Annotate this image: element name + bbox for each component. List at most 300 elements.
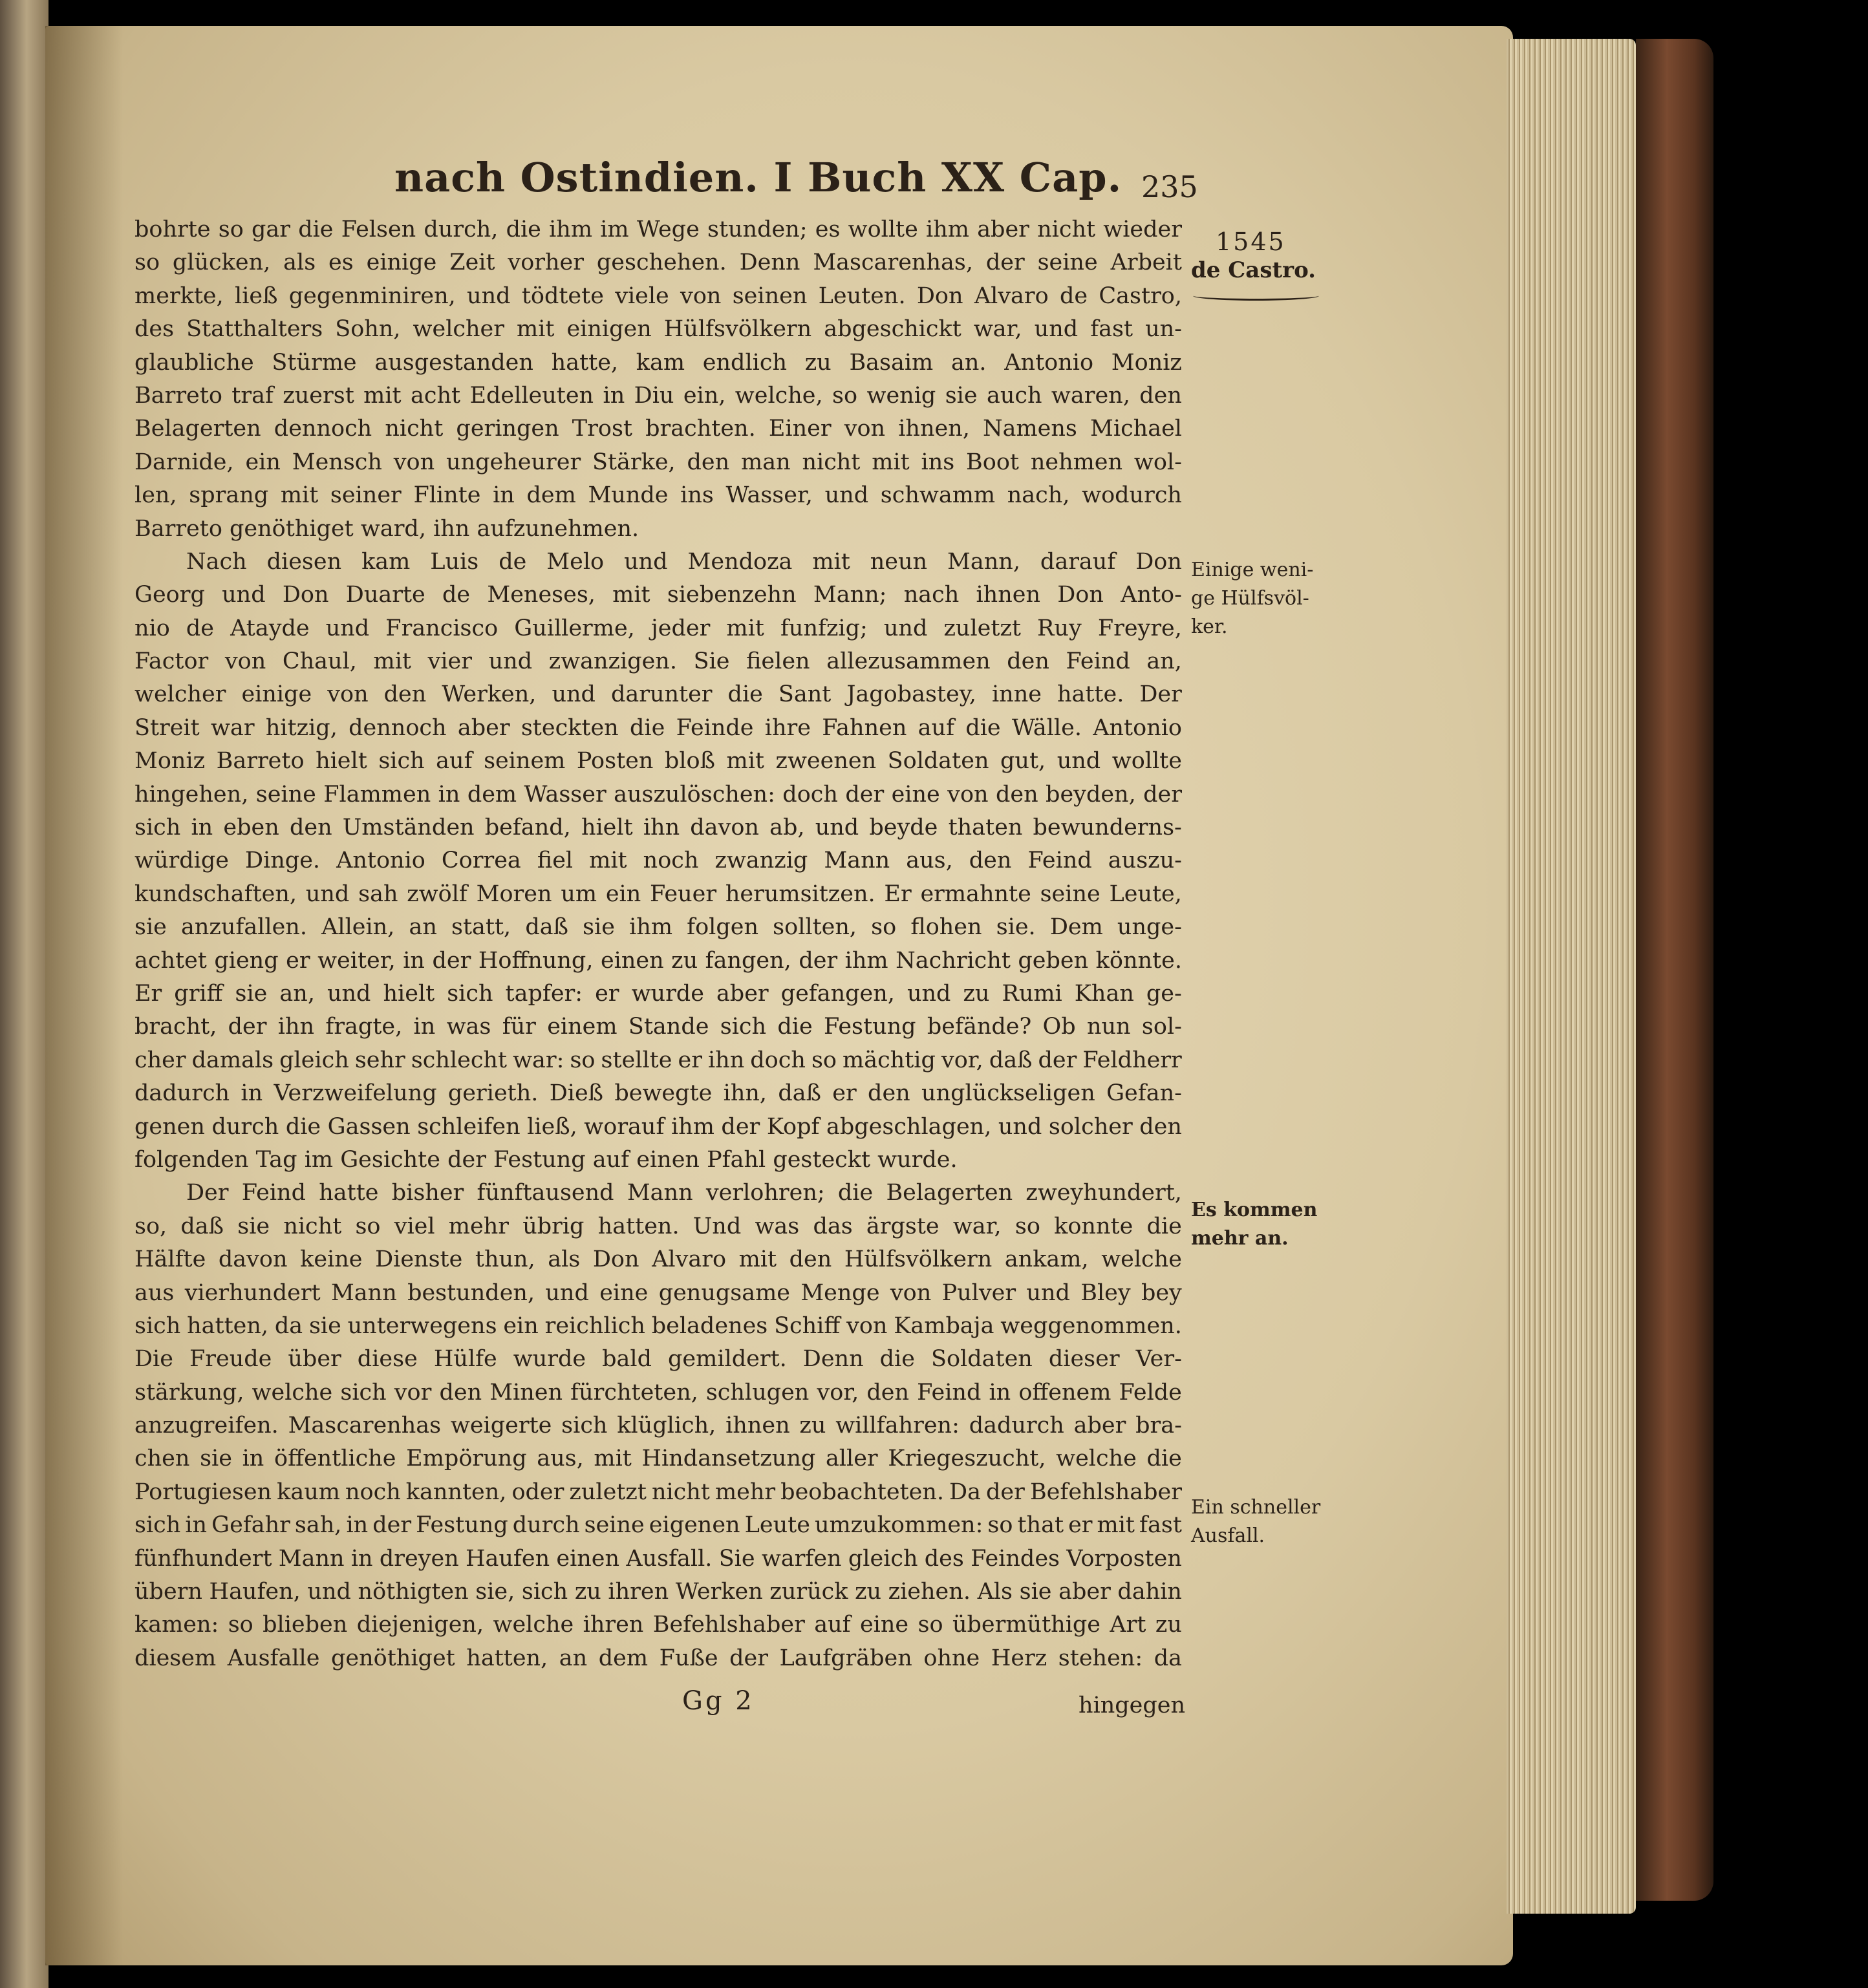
word: seinen — [732, 283, 808, 309]
word: ihren — [583, 1612, 644, 1638]
word: sich — [134, 1312, 181, 1339]
word: sie — [308, 1312, 341, 1339]
word: sie — [237, 1213, 270, 1239]
word: wollte — [1111, 748, 1182, 775]
word: sie — [235, 980, 268, 1007]
word: ihn — [707, 1047, 745, 1073]
book-cover — [1636, 39, 1713, 1901]
word: diesem — [134, 1645, 217, 1671]
body-line — [134, 878, 1182, 911]
word: den — [289, 815, 332, 841]
word: keine — [300, 1246, 363, 1273]
word: darauf — [1040, 548, 1116, 575]
word: sich — [134, 1512, 181, 1539]
word: ihm — [629, 914, 673, 941]
left-page-edge — [0, 0, 48, 1988]
word: stunden; — [707, 217, 808, 242]
word: zu — [574, 1579, 601, 1605]
body-line — [134, 1509, 1182, 1542]
word: Verzweifelung — [274, 1080, 437, 1107]
word: die — [837, 1180, 874, 1206]
body-line — [134, 645, 1182, 678]
word: den — [383, 681, 427, 708]
word: Duarte — [345, 582, 425, 608]
body-line — [134, 479, 1182, 512]
word: Hälfte — [134, 1246, 206, 1273]
word: Nachricht — [896, 947, 1011, 974]
page-number: 235 — [1141, 169, 1198, 204]
word: was — [755, 1213, 800, 1239]
word: weiter, — [317, 947, 396, 974]
word: Die — [134, 1346, 173, 1373]
word: und — [545, 1279, 589, 1306]
word: mit — [872, 449, 910, 475]
word: kundschaften, — [134, 881, 297, 907]
body-line — [134, 1243, 1182, 1276]
word: die — [965, 714, 1001, 741]
word: Kriegeszucht, — [888, 1446, 1046, 1472]
word: des — [134, 316, 175, 343]
word: nun — [1086, 1014, 1131, 1040]
word: wenig — [866, 382, 936, 409]
word: an — [559, 1645, 588, 1671]
word: ihnen — [976, 582, 1041, 608]
word: einen — [600, 947, 664, 974]
word: Hülfsvölkern — [844, 1246, 993, 1273]
word: diese — [357, 1346, 418, 1373]
word: glaubliche — [134, 349, 254, 376]
body-line — [134, 1343, 1182, 1376]
word: de — [186, 615, 215, 641]
running-head: nach Ostindien. I Buch XX Cap. — [394, 154, 1122, 201]
word: Mann — [627, 1180, 693, 1206]
word: de — [1060, 283, 1088, 309]
word: nach, — [1007, 482, 1070, 509]
word: Art — [1110, 1612, 1146, 1638]
word: nöthigten — [358, 1579, 469, 1605]
word: Schiff — [774, 1312, 841, 1339]
word: Alvaro — [974, 283, 1049, 309]
word: abgeschickt — [824, 316, 961, 343]
word: seine — [1040, 881, 1100, 907]
word: hingehen, — [134, 781, 249, 807]
word: den — [868, 1080, 910, 1107]
word: traf — [231, 382, 274, 409]
margin-note-1-line: Einige weni- — [1191, 559, 1314, 581]
word: doch — [782, 781, 838, 807]
word: endlich — [702, 349, 787, 376]
word: Gassen — [327, 1113, 411, 1140]
word: Herz — [991, 1645, 1047, 1671]
word: Diu — [634, 382, 674, 409]
word: ohne — [923, 1645, 980, 1671]
word: beladenes — [651, 1312, 768, 1339]
word: sehr — [354, 1047, 405, 1073]
word: gut, — [1000, 748, 1046, 775]
word: Sie — [693, 648, 730, 675]
word: war — [211, 714, 255, 741]
word: Khan — [1074, 980, 1134, 1007]
word: Mann — [278, 1545, 345, 1572]
word: Festung — [823, 1014, 916, 1040]
word: war, — [952, 1213, 1002, 1239]
body-line — [134, 1576, 1182, 1609]
word: eine — [859, 1612, 909, 1638]
word: sie — [200, 1446, 232, 1472]
word: Edelleuten — [469, 382, 594, 409]
word: Don — [1135, 548, 1182, 575]
word: dadurch — [134, 1080, 230, 1107]
word: sie, — [475, 1579, 515, 1605]
word: in — [413, 1014, 436, 1040]
word: kannten, — [405, 1479, 507, 1505]
word: fangen, — [705, 947, 791, 974]
word: Fahnen — [822, 714, 907, 741]
word: welche — [493, 1612, 574, 1638]
body-line — [134, 412, 1182, 445]
word: mit — [612, 582, 650, 608]
body-line — [134, 1409, 1182, 1442]
word: so — [1015, 1213, 1040, 1239]
word: Denn — [739, 250, 800, 276]
word: dahin — [1117, 1579, 1182, 1605]
word: einem — [547, 1014, 617, 1040]
word: ihn, — [723, 1080, 768, 1107]
word: Feind — [917, 1379, 982, 1405]
word: Darnide, — [134, 449, 234, 475]
word: hielt — [383, 980, 435, 1007]
word: dem — [467, 781, 517, 807]
word: wollte — [848, 217, 918, 242]
word: Don — [282, 582, 329, 608]
word: mehr — [448, 1213, 509, 1239]
word: Vorposten — [1066, 1545, 1182, 1572]
word: Und — [692, 1213, 742, 1239]
word: der — [985, 250, 1025, 276]
word: zu — [855, 1579, 882, 1605]
word: zweyhundert, — [1025, 1180, 1182, 1206]
body-line — [134, 844, 1182, 877]
word: von — [846, 1312, 888, 1339]
word: hatte. — [1057, 681, 1124, 708]
word: Zeit — [449, 250, 495, 276]
word: Felde — [1119, 1379, 1182, 1405]
word: mit — [738, 1246, 777, 1273]
word: Barreto — [216, 748, 305, 775]
word: Ausfalle — [227, 1645, 320, 1671]
word: befände? — [927, 1014, 1032, 1040]
word: Pulver — [941, 1279, 1016, 1306]
word: im — [600, 217, 629, 242]
margin-year: 1545 — [1216, 228, 1286, 256]
word: Antonio — [1004, 349, 1094, 376]
word: Mensch — [292, 449, 382, 475]
word: worauf — [584, 1113, 665, 1140]
word: aber — [1058, 1579, 1111, 1605]
word: vor, — [941, 1047, 983, 1073]
word: Der — [186, 1180, 229, 1206]
body-line: Barreto genöthiget ward, ihn aufzunehmen. — [134, 515, 639, 542]
word: seine — [1037, 250, 1098, 276]
body-line — [134, 612, 1182, 645]
word: geben — [1018, 947, 1089, 974]
word: in — [350, 1545, 373, 1572]
word: darunter — [610, 681, 713, 708]
word: Er — [134, 980, 162, 1007]
word: auf — [436, 748, 473, 775]
word: von — [680, 283, 722, 309]
word: einige — [241, 681, 312, 708]
word: Ob — [1042, 1014, 1076, 1040]
word: Sie — [718, 1545, 755, 1572]
margin-note-2-line: Es kommen — [1191, 1199, 1318, 1221]
word: der — [228, 1014, 267, 1040]
word: Wasser, — [725, 482, 813, 509]
word: acht — [411, 382, 461, 409]
word: über — [288, 1346, 341, 1373]
word: tödtete — [521, 283, 604, 309]
body-line — [134, 1277, 1182, 1310]
word: Guillerme, — [514, 615, 635, 641]
word: sich — [720, 1014, 767, 1040]
word: Soldaten — [930, 1346, 1033, 1373]
word: auszulöschen: — [614, 781, 775, 807]
word: kam — [636, 349, 685, 376]
word: den — [687, 449, 730, 475]
word: den — [995, 781, 1038, 807]
word: ab, — [769, 815, 805, 841]
word: der — [1038, 1047, 1077, 1073]
word: vier — [427, 648, 473, 675]
body-line — [134, 1609, 1182, 1641]
word: vor, — [817, 1379, 859, 1405]
word: und — [815, 815, 859, 841]
word: den — [789, 1246, 832, 1273]
word: stellte — [601, 1047, 672, 1073]
word: durch — [512, 1512, 580, 1539]
word: den — [1007, 648, 1049, 675]
word: chen — [134, 1446, 190, 1472]
word: und — [624, 548, 668, 575]
word: Freude — [189, 1346, 272, 1373]
word: und — [325, 615, 370, 641]
word: daß — [989, 1047, 1033, 1073]
word: der — [372, 1512, 412, 1539]
word: Gefahr — [211, 1512, 290, 1539]
word: funfzig; — [780, 615, 868, 641]
word: die — [879, 1346, 915, 1373]
word: Don — [592, 1246, 639, 1273]
word: seine — [255, 781, 316, 807]
word: Streit — [134, 714, 200, 741]
word: herumsitzen. — [725, 881, 875, 907]
word: er — [1068, 1512, 1093, 1539]
word: ein — [503, 1312, 539, 1339]
word: würdige — [134, 848, 229, 874]
word: den — [1139, 382, 1182, 409]
word: bra- — [1135, 1413, 1182, 1439]
word: die — [777, 1014, 813, 1040]
word: Mann — [824, 848, 890, 874]
word: Boot — [966, 449, 1019, 475]
word: stehen: — [1058, 1645, 1143, 1671]
word: sich — [561, 1413, 608, 1439]
word: ge- — [1146, 980, 1182, 1007]
margin-note-2-line: mehr an. — [1191, 1227, 1289, 1250]
word: eine — [599, 1279, 649, 1306]
word: in — [191, 815, 213, 841]
word: für — [502, 1014, 536, 1040]
body-line — [134, 778, 1182, 811]
body-line — [134, 1442, 1182, 1475]
word: zuerst — [283, 382, 354, 409]
word: und — [883, 615, 928, 641]
word: als — [283, 250, 316, 276]
word: sah, — [294, 1512, 342, 1539]
word: Gefan- — [1106, 1080, 1182, 1107]
word: Einer — [768, 416, 832, 442]
word: Jagobastey, — [846, 681, 976, 708]
word: unge- — [1117, 914, 1182, 941]
word: gleich — [848, 1545, 918, 1572]
word: Dinge. — [245, 848, 321, 874]
word: bracht, — [134, 1014, 217, 1040]
word: beyde — [869, 815, 938, 841]
word: es — [328, 250, 354, 276]
word: Minen — [489, 1379, 563, 1405]
word: war, — [973, 316, 1022, 343]
word: sich — [378, 748, 425, 775]
word: hatte, — [551, 349, 619, 376]
word: oder — [511, 1479, 564, 1505]
word: bestunden, — [407, 1279, 535, 1306]
word: seinem — [484, 748, 566, 775]
word: genen — [134, 1113, 205, 1140]
word: ihn — [277, 1014, 315, 1040]
word: fürchteten, — [570, 1379, 698, 1405]
word: ziehen. — [888, 1579, 971, 1605]
word: nehmen — [1030, 449, 1123, 475]
word: gegenminiren, — [288, 283, 456, 309]
word: ihn — [643, 815, 680, 841]
word: übermüthige — [952, 1612, 1101, 1638]
word: und — [305, 881, 350, 907]
word: Statthalters — [186, 316, 323, 343]
word: sich — [340, 1379, 387, 1405]
word: bewunderns- — [1033, 815, 1182, 841]
word: und — [552, 681, 596, 708]
word: thaten — [948, 815, 1023, 841]
word: gemildert. — [668, 1346, 787, 1373]
word: sie — [583, 914, 615, 941]
word: Trost — [572, 416, 632, 442]
word: und — [488, 648, 533, 675]
word: kaum — [277, 1479, 340, 1505]
word: steckten — [521, 714, 619, 741]
word: anzugreifen. — [134, 1413, 279, 1439]
word: welche — [1056, 1446, 1137, 1472]
word: was — [446, 1014, 491, 1040]
word: fiel — [537, 848, 574, 874]
body-line — [134, 1177, 1182, 1210]
word: ihm — [844, 947, 888, 974]
word: Denn — [802, 1346, 864, 1373]
word: weigerte — [450, 1413, 552, 1439]
word: fast — [1139, 1512, 1182, 1539]
word: sich — [521, 1579, 568, 1605]
word: und — [1026, 1279, 1070, 1306]
word: in — [185, 1512, 208, 1539]
word: so — [987, 1512, 1013, 1539]
word: es — [815, 217, 841, 242]
word: gleich — [279, 1047, 349, 1073]
word: Kambaja — [894, 1312, 994, 1339]
word: aus, — [537, 1446, 584, 1472]
word: mit — [812, 548, 850, 575]
body-line — [134, 347, 1182, 379]
word: ein — [245, 449, 281, 475]
body-line — [134, 579, 1182, 612]
word: zu — [799, 1413, 826, 1439]
word: er — [832, 1080, 857, 1107]
body-line — [134, 678, 1182, 711]
word: warfen — [761, 1545, 842, 1572]
word: auch — [986, 382, 1042, 409]
word: Werken, — [442, 681, 537, 708]
word: Stürme — [272, 349, 357, 376]
word: vorher — [508, 250, 584, 276]
word: sah — [358, 881, 398, 907]
word: Wasser — [524, 781, 607, 807]
word: Leute — [744, 1512, 810, 1539]
word: von — [844, 416, 886, 442]
word: davon — [218, 1246, 288, 1273]
word: so — [832, 382, 858, 409]
word: zu — [1155, 1612, 1182, 1638]
word: zu — [804, 349, 832, 376]
word: Feind — [241, 1180, 306, 1206]
word: dem — [598, 1645, 649, 1671]
word: die — [1146, 1213, 1182, 1239]
word: aus — [134, 1279, 175, 1306]
word: un- — [1145, 316, 1182, 343]
word: wurde — [631, 980, 704, 1007]
word: klüglich, — [617, 1413, 716, 1439]
body-line — [134, 978, 1182, 1010]
word: so — [918, 1612, 943, 1638]
word: viel — [394, 1213, 435, 1239]
word: Antonio — [336, 848, 425, 874]
word: Mascarenhas — [288, 1413, 442, 1439]
word: einigen — [566, 316, 652, 343]
margin-note-2 — [1191, 1196, 1324, 1253]
word: der — [721, 1113, 760, 1140]
word: übrig — [522, 1213, 585, 1239]
word: Feind — [1066, 648, 1130, 675]
word: Stande — [628, 1014, 709, 1040]
word: schlecht — [411, 1047, 508, 1073]
word: Don — [916, 283, 963, 309]
word: beyden, — [1046, 781, 1136, 807]
word: dadurch — [969, 1413, 1064, 1439]
word: als — [548, 1246, 581, 1273]
word: Feindes — [971, 1545, 1060, 1572]
word: Mendoza — [687, 548, 793, 575]
word: ärgste — [866, 1213, 939, 1239]
word: und — [998, 1113, 1042, 1140]
word: die — [506, 217, 541, 242]
word: daß — [180, 1213, 224, 1239]
